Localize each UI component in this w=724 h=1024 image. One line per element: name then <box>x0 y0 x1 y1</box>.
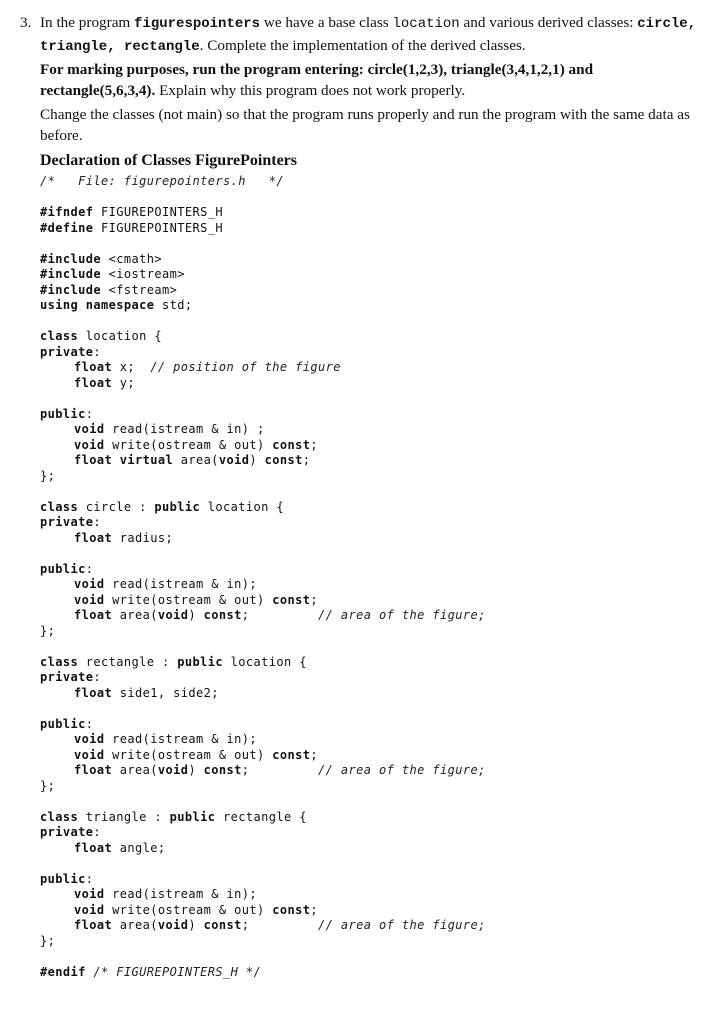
class-rectangle-decl: class rectangle : public location { <box>40 654 307 669</box>
marking-paragraph: For marking purposes, run the program entering: circle(1,2,3), triangle(3,4,1,2,1) and rectangle(5,6,3,4). Explain why this program does not work properly. <box>40 61 594 99</box>
include-line: #include <fstream> <box>40 282 178 297</box>
class-location-decl: class location { <box>40 329 162 343</box>
change-paragraph: Change the classes (not main) so that the program runs properly and run the program with the same data as before. <box>40 106 690 144</box>
using-line: using namespace std; <box>40 298 193 312</box>
code-listing: /* File: figurepointers.h */ #ifndef FIGUREPOINTERS_H #define FIGUREPOINTERS_H #include <cmath> #include <iostream> #include <fstream> using namespace std; class location { private: float x; // position of the figure float y; public: void read(istream & in) ; void write(ostream & out) const; float virtual area(void) const; }; class circle : public location { private: float radius; public: void read(istream & in); void write(ostream & out) const; float area(void) const; // area of the figure; }; class rectangle : public location { private: float side1, side2; public: void read(istream & in); void write(ostream & out) const; float area(void) const; // area of the figure; }; class triangle : public rectangle { private: float angle; public: void read(istream & in); void write(ostream & out) const; float area(void) const; // area of the figure; }; #endif /* FIGUREPOINTERS_H */ <box>40 174 710 980</box>
include-line: #include <cmath> <box>40 251 162 266</box>
file-comment: /* File: figurepointers.h */ <box>40 174 284 188</box>
class-triangle-decl: class triangle : public rectangle { <box>40 809 307 824</box>
intro-paragraph: In the program figurespointers we have a base class location and various derived classes: circle, triangle, rectangle. Complete the implementation of the derived classes. <box>40 14 697 55</box>
endif-line: #endif /* FIGUREPOINTERS_H */ <box>40 964 262 979</box>
question-number: 3. <box>20 14 32 31</box>
section-heading: Declaration of Classes FigurePointers <box>40 152 297 169</box>
ifndef-line: #ifndef FIGUREPOINTERS_H <box>40 205 223 219</box>
include-line: #include <iostream> <box>40 267 185 281</box>
class-circle-decl: class circle : public location { <box>40 499 284 514</box>
define-line: #define FIGUREPOINTERS_H <box>40 220 223 235</box>
